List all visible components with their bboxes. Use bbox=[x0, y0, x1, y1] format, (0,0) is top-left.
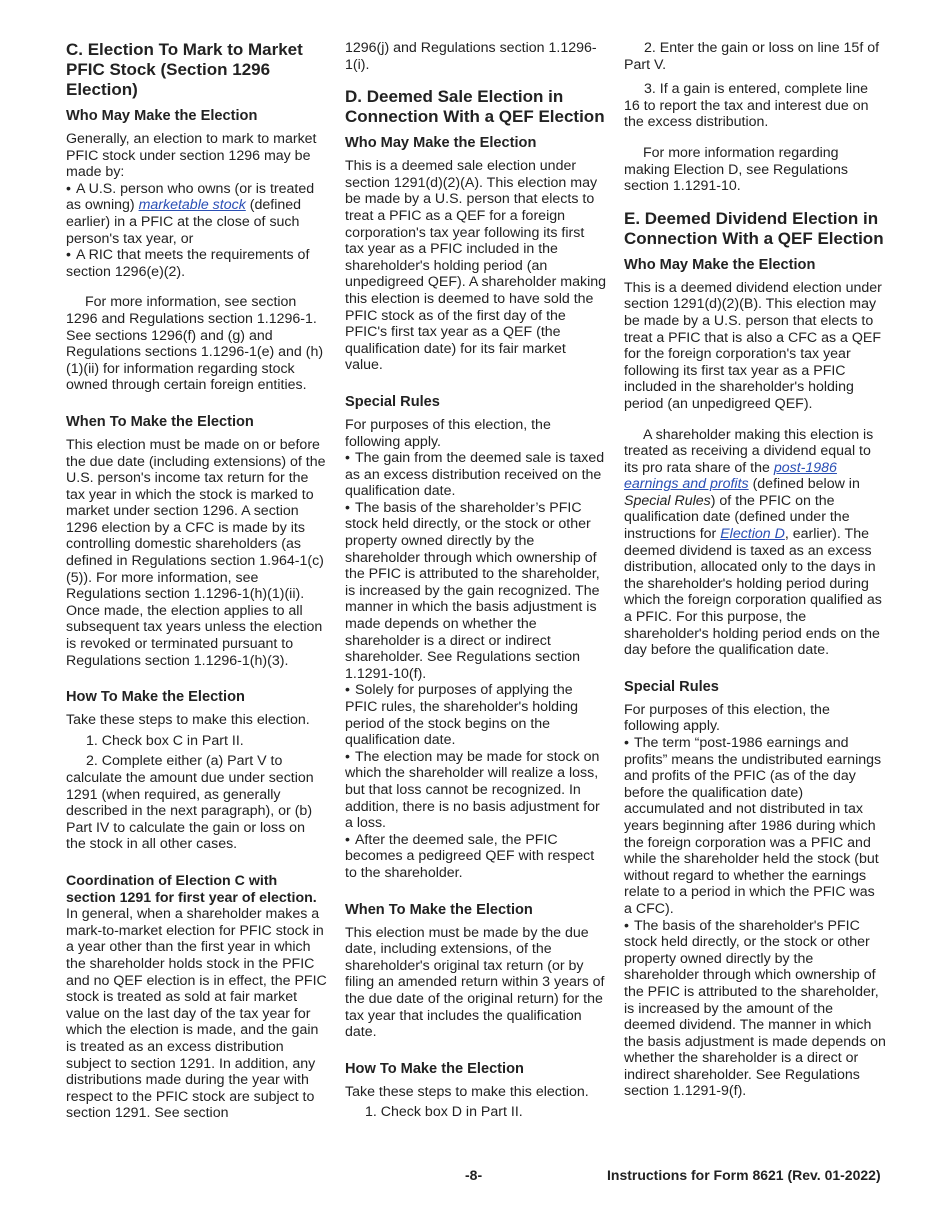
who-may-heading: Who May Make the Election bbox=[345, 135, 537, 152]
how-heading: How To Make the Election bbox=[345, 1060, 524, 1077]
rule-bullet: • The basis of the shareholder’s PFIC stock held directly, or the stock or other property owned directly by the shareholder through which ownership of the PFIC is attributed to the shareholder, is increased by the gain recognized. The manner in which the basis adjustment is made depends on whether the shareholder is a direct or indirect shareholder. See Regulations section 1.1291-10(f). bbox=[345, 500, 607, 683]
rule-bullet: • Solely for purposes of applying the PFIC rules, the shareholder's holding period of the stock begins on the qualification date. bbox=[345, 682, 607, 748]
special-rules-heading: Special Rules bbox=[345, 393, 440, 410]
who-may-intro: Generally, an election to mark to market PFIC stock under section 1296 may be made by: bbox=[66, 131, 317, 181]
more-info-paragraph: For more information, see section 1296 and Regulations section 1.1296-1. See sections 1296(f) and (g) and Regulations sections 1.1296-1(e) and (h)(1)(ii) for information regarding stock owned through certain foreign entities. bbox=[66, 294, 324, 394]
coordination-paragraph: Coordination of Election C with section 1291 for first year of election. In general, when a shareholder makes a mark-to-market election for PFIC stock in a year other than the first year in which the shareholder holds stock in the PFIC and no QEF election is in effect, the PFIC stock is treated as sold at fair market value on the last day of the tax year for which the election is made, and the gain is treated as an excess distribution subject to section 1291. In addition, any distributions made during the year with respect to the PFIC stock are subject to section 1291. See section bbox=[66, 872, 327, 1122]
rule-bullet: • The basis of the shareholder's PFIC stock held directly, or the stock or other property owned directly by the shareholder through which ownership of the PFIC is attributed to the shareholder, is increased by the amount of the deemed dividend. The manner in which the basis adjustment is made depends on whether the shareholder is a direct or indirect shareholder. See Regulations section 1.1291-9(f). bbox=[624, 918, 886, 1101]
bullet-marketable-stock: • A U.S. person who owns (or is treated as owning) marketable stock (defined earlier) in a PFIC at the close of such person's tax year, or bbox=[66, 181, 328, 247]
when-paragraph: This election must be made by the due date, including extensions, of the shareholder's original tax return (or by filing an amended return within 3 years of the due date of the original return) for the tax year that includes the qualification date. bbox=[345, 924, 605, 1041]
when-heading: When To Make the Election bbox=[345, 901, 533, 918]
special-rules-heading: Special Rules bbox=[624, 678, 719, 695]
marketable-stock-link[interactable]: marketable stock bbox=[138, 197, 246, 214]
election-d-link[interactable]: Election D bbox=[720, 526, 785, 543]
section-e-title: E. Deemed Dividend Election in Connection With a QEF Election bbox=[624, 208, 884, 248]
step-1: 1. Check box D in Part II. bbox=[365, 1104, 523, 1121]
form-reference: Instructions for Form 8621 (Rev. 01-2022) bbox=[607, 1167, 881, 1183]
how-heading: How To Make the Election bbox=[66, 689, 245, 706]
post-1986-earnings-link[interactable]: post-1986 earnings and profits bbox=[624, 459, 837, 493]
continued-text: 1296(j) and Regulations section 1.1296-1(i). bbox=[345, 40, 597, 73]
how-intro: Take these steps to make this election. bbox=[345, 1083, 589, 1100]
step-2: 2. Complete either (a) Part V to calculate the amount due under section 1291 (when required, as generally described in the next paragraph), or (b) Part IV to calculate the gain or loss on the stock in all other cases. bbox=[66, 753, 314, 853]
when-heading: When To Make the Election bbox=[66, 413, 254, 430]
who-may-paragraph: This is a deemed dividend election under section 1291(d)(2)(B). This election may be made by a U.S. person that elects to treat a PFIC that is also a CFC as a QEF for the foreign corporation's tax year following its first tax year as a PFIC included in the shareholder's holding period (an unpedigreed QEF). bbox=[624, 279, 882, 412]
rules-intro: For purposes of this election, the following apply. bbox=[345, 416, 551, 450]
who-may-heading: Who May Make the Election bbox=[66, 108, 258, 124]
who-may-heading: Who May Make the Election bbox=[624, 256, 816, 273]
how-intro: Take these steps to make this election. bbox=[66, 712, 310, 729]
rule-bullet: • The election may be made for stock on which the shareholder will realize a loss, but that loss cannot be recognized. In addition, there is no basis adjustment for a loss. bbox=[345, 749, 607, 832]
column-left bbox=[66, 40, 328, 1122]
more-info-paragraph: For more information regarding making Election D, see Regulations section 1.1291-10. bbox=[624, 144, 848, 195]
step-1: 1. Check box C in Part II. bbox=[86, 732, 244, 749]
bullet-ric: • A RIC that meets the requirements of section 1296(e)(2). bbox=[66, 247, 328, 280]
column-right bbox=[624, 40, 886, 1100]
step-2: 2. Enter the gain or loss on line 15f of Part V. bbox=[624, 40, 880, 73]
rule-bullet: • The term “post-1986 earnings and profits” means the undistributed earnings and profits of the PFIC (as of the day before the qualification date) accumulated and not distributed in tax years beginning after 1986 during which the foreign corporation was a PFIC and while the shareholder held the stock (but without regard to whether the earnings relate to a period in which the PFIC was a CFC). bbox=[624, 735, 886, 918]
when-paragraph: This election must be made on or before the due date (including extensions) of the U.S. person's income tax return for the tax year in which the stock is marked to market under section 1296. A section 1296 election by a CFC is made by its controlling domestic shareholders (as defined in Regulations section 1.964-1(c)(5)). For more information, see Regulations section 1.1296-1(h)(1)(ii). Once made, the election applies to all subsequent tax years unless the election is revoked or terminated pursuant to Regulations section 1.1296-1(h)(3). bbox=[66, 436, 326, 669]
section-c-title: C. Election To Mark to Market PFIC Stock (Section 1296 Election) bbox=[66, 40, 303, 99]
deemed-dividend-paragraph: A shareholder making this election is treated as receiving a dividend equal to its pro rata share of the post-1986 earnings and profits (defined below in Special Rules) of the PFIC on the qualification date (defined under the instructions for Election D, earlier). The deemed dividend is taxed as an excess distribution, allocated only to the days in the shareholder's holding period during which the foreign corporation qualified as a PFIC. For this purpose, the shareholder's holding period ends on the day before the qualification date. bbox=[624, 426, 882, 659]
page-number: -8- bbox=[465, 1167, 483, 1183]
section-d-title: D. Deemed Sale Election in Connection With a QEF Election bbox=[345, 87, 605, 127]
special-rules-ref: Special Rules bbox=[624, 492, 711, 509]
step-3: 3. If a gain is entered, complete line 16 to report the tax and interest due on the excess distribution. bbox=[624, 81, 869, 131]
rule-bullet: • After the deemed sale, the PFIC becomes a pedigreed QEF with respect to the shareholder. bbox=[345, 832, 607, 882]
rules-intro: For purposes of this election, the following apply. bbox=[624, 701, 830, 735]
who-may-paragraph: This is a deemed sale election under section 1291(d)(2)(A). This election may be made by a U.S. person that elects to treat a PFIC as a QEF for a foreign corporation's tax year following its first tax year as a PFIC included in the shareholder's holding period (an unpedigreed QEF). A shareholder making this election is deemed to have sold the PFIC stock as of the first day of the PFIC's first tax year as a QEF (the qualification date) for its fair market value. bbox=[345, 158, 607, 374]
coordination-bold: Coordination of Election C with section 1291 for first year of election. bbox=[66, 872, 317, 906]
column-middle bbox=[345, 40, 607, 1121]
rule-bullet: • The gain from the deemed sale is taxed as an excess distribution received on the qualification date. bbox=[345, 450, 607, 500]
